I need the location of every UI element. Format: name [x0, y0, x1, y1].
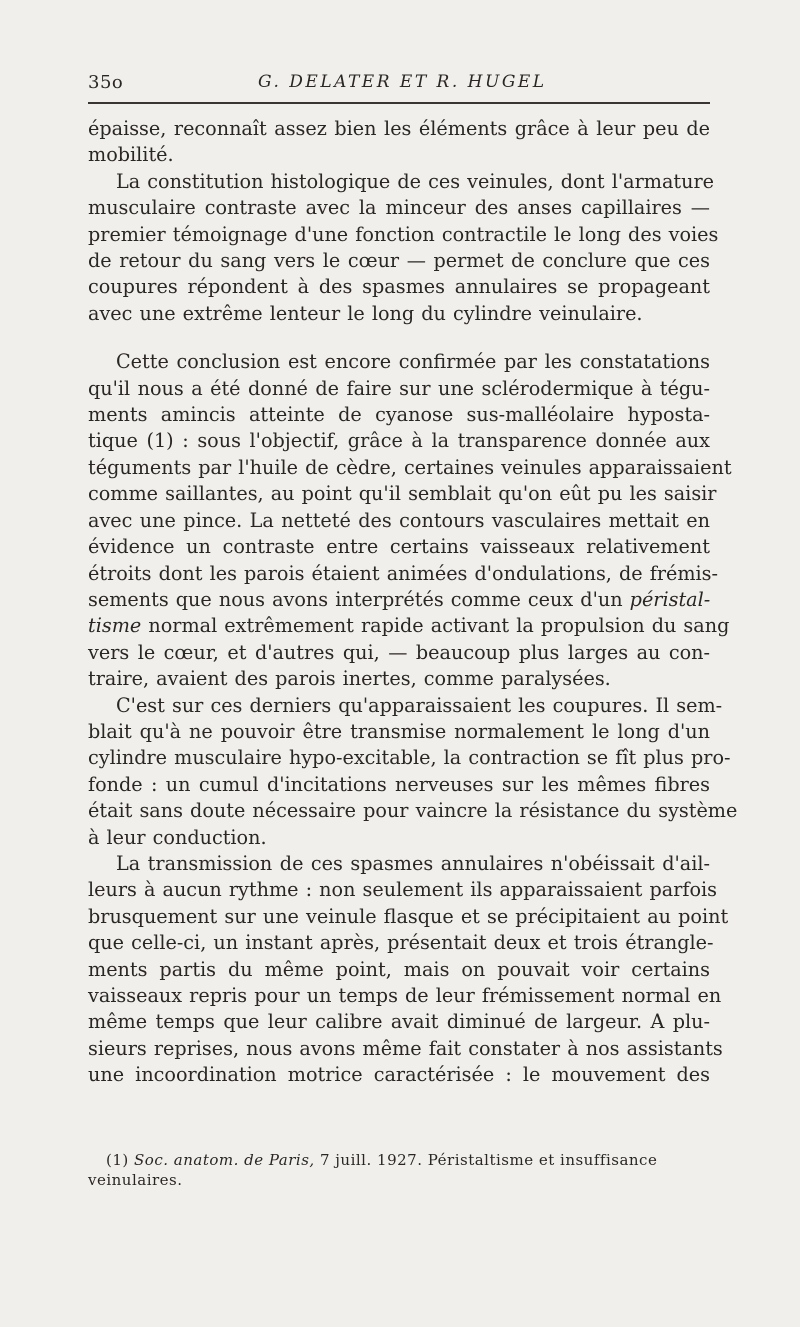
text-line: cylindre musculaire hypo-excitable, la contraction se fît plus pro- [88, 746, 731, 770]
text-line: musculaire contraste avec la minceur des anses capillaires — [88, 196, 710, 220]
page-content [88, 62, 738, 1089]
footnote-marker: (1) [106, 1151, 129, 1169]
text-line: coupures répondent à des spasmes annulaires se propageant [88, 275, 710, 299]
running-title: G. DELATER ET R. HUGEL [258, 72, 547, 92]
footnote [88, 1150, 710, 1190]
text-line: traire, avaient des parois inertes, comme paralysées. [88, 667, 611, 691]
text-line: avec une extrême lenteur le long du cylindre veinulaire. [88, 301, 643, 325]
paragraph-2 [88, 169, 719, 327]
text-line: ments amincis atteinte de cyanose sus-malléolaire hyposta- [88, 403, 710, 427]
italic-term: péristal- [629, 587, 711, 611]
text-fragment: normal extrêmement rapide activant la propulsion du sang [148, 614, 730, 638]
paragraph-1 [88, 116, 710, 169]
text-line: téguments par l'huile de cèdre, certaines veinules apparaissaient [88, 455, 732, 479]
paragraph-5 [88, 851, 729, 1089]
text-line: ments partis du même point, mais on pouvait voir certains [88, 957, 710, 981]
text-fragment: sements que nous avons interprétés comme ceux d'un [88, 587, 623, 611]
text-line: blait qu'à ne pouvoir être transmise normalement le long d'un [88, 719, 710, 743]
footnote-line [106, 1150, 710, 1170]
text-line: qu'il nous a été donné de faire sur une sclérodermique à tégu- [88, 376, 710, 400]
text-line: une incoordination motrice caractérisée : le mouvement des [88, 1063, 710, 1087]
text-line: fonde : un cumul d'incitations nerveuses sur les mêmes fibres [88, 772, 710, 796]
text-line: comme saillantes, au point qu'il semblait qu'on eût pu les saisir [88, 482, 717, 506]
text-line: vaisseaux repris pour un temps de leur frémissement normal en [88, 984, 722, 1007]
text-line: à leur conduction. [88, 825, 267, 849]
text-line: premier témoignage d'une fonction contractile le long des voies [88, 222, 719, 246]
text-line-with-italic [88, 613, 730, 639]
italic-term: tisme [88, 614, 142, 638]
text-line: sieurs reprises, nous avons même fait constater à nos assistants [88, 1036, 723, 1060]
header-rule [88, 102, 710, 104]
text-line: mobilité. [88, 143, 174, 167]
paragraph-3 [88, 349, 732, 692]
text-line: même temps que leur calibre avait diminué de largeur. A plu- [88, 1010, 710, 1034]
paragraph-4 [88, 693, 738, 851]
text-line: vers le cœur, et d'autres qui, — beaucoup plus larges au con- [88, 640, 710, 664]
footnote-journal: Soc. anatom. de Paris, [134, 1151, 315, 1169]
text-line: avec une pince. La netteté des contours vasculaires mettait en [88, 508, 710, 532]
text-line: La transmission de ces spasmes annulaires n'obéissait d'ail- [116, 851, 710, 875]
text-line: étroits dont les parois étaient animées d'ondulations, de frémis- [88, 561, 719, 585]
text-line: de retour du sang vers le cœur — permet de conclure que ces [88, 249, 710, 273]
footnote-text: 7 juill. 1927. Péristaltisme et insuffisance [319, 1151, 658, 1169]
text-line-with-italic [88, 587, 710, 613]
text-line: C'est sur ces derniers qu'apparaissaient les coupures. Il sem- [116, 693, 723, 717]
running-head [88, 62, 710, 98]
text-line: épaisse, reconnaît assez bien les éléments grâce à leur peu de [88, 117, 710, 140]
text-line: que celle-ci, un instant après, présentait deux et trois étrangle- [88, 931, 714, 955]
text-line: était sans doute nécessaire pour vaincre la résistance du système [88, 799, 738, 823]
text-line: Cette conclusion est encore confirmée par les constatations [116, 350, 710, 374]
paragraph-gap [88, 327, 710, 349]
text-line: leurs à aucun rythme : non seulement ils apparaissaient parfois [88, 878, 718, 902]
text-line: évidence un contraste entre certains vaisseaux relativement [88, 535, 710, 559]
page-number: 35o [88, 72, 124, 93]
text-line: tique (1) : sous l'objectif, grâce à la transparence donnée aux [88, 429, 710, 453]
footnote-line: veinulaires. [88, 1171, 183, 1189]
text-line: brusquement sur une veinule flasque et se précipitaient au point [88, 904, 729, 928]
text-line: La constitution histologique de ces veinules, dont l'armature [116, 169, 714, 193]
